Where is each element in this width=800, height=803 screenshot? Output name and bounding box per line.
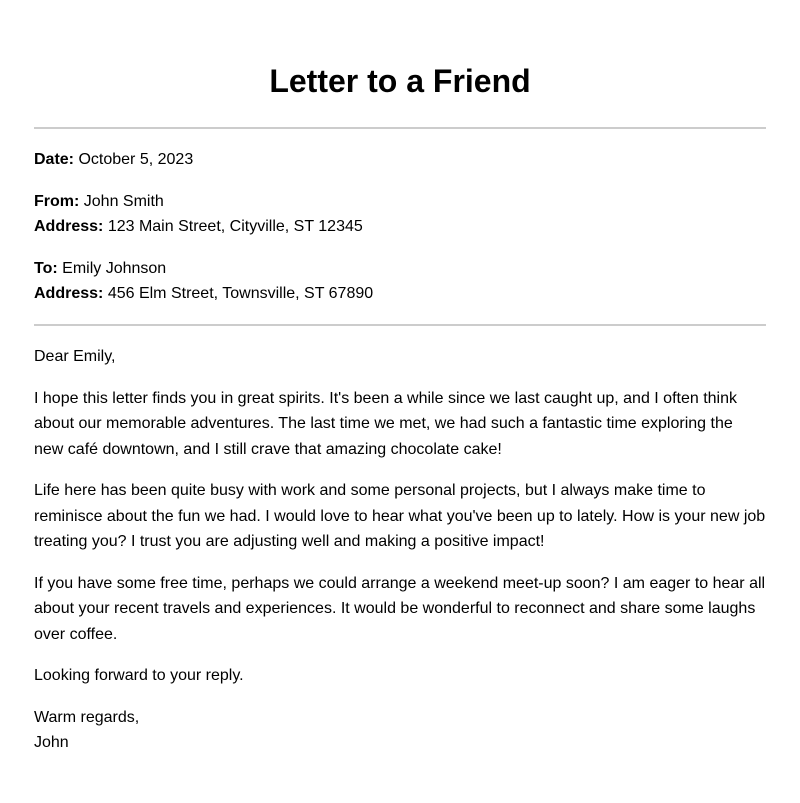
header-divider — [34, 127, 766, 129]
from-address-line — [34, 214, 766, 239]
date-line — [34, 147, 766, 172]
from-label: From: — [34, 193, 80, 210]
paragraph-3: If you have some free time, perhaps we could arrange a weekend meet-up soon? I am eager to hear all about your recent travels and experiences. It would be wonderful to reconnect and share some laughs over coffee. — [34, 574, 766, 643]
to-address-line — [34, 281, 766, 306]
paragraph-2: Life here has been quite busy with work and some personal projects, but I always make time to reminisce about the fun we had. I would love to hear what you've been up to lately. How is your new job treating you? I trust you are adjusting well and making a positive impact! — [34, 482, 766, 550]
to-line — [34, 256, 766, 281]
paragraph-4: Looking forward to your reply. — [34, 667, 244, 684]
date-value: October 5, 2023 — [78, 151, 194, 168]
from-line — [34, 189, 766, 214]
body-divider — [34, 324, 766, 326]
to-label: To: — [34, 260, 58, 277]
recipient-block — [34, 256, 766, 306]
letter-page — [34, 0, 766, 756]
from-address-value: 123 Main Street, Cityville, ST 12345 — [107, 218, 363, 235]
letter-body — [34, 344, 766, 756]
to-address-value: 456 Elm Street, Townsville, ST 67890 — [107, 285, 374, 302]
salutation: Dear Emily, — [34, 348, 116, 365]
sender-block — [34, 189, 766, 239]
date-label: Date: — [34, 151, 75, 168]
from-value: John Smith — [83, 193, 164, 210]
closing: Warm regards, — [34, 708, 140, 726]
from-address-label: Address: — [34, 218, 104, 235]
to-value: Emily Johnson — [62, 260, 167, 277]
date-block — [34, 147, 766, 172]
paragraph-1: I hope this letter finds you in great spirits. It's been a while since we last caught up, and I often think about our memorable adventures. The last time we met, we had such a fantastic time exploring the new café downtown, and I still crave that amazing chocolate cake! — [34, 389, 738, 458]
closing-block — [34, 705, 766, 756]
to-address-label: Address: — [34, 285, 104, 302]
page-title: Letter to a Friend — [269, 63, 531, 99]
signature: John — [34, 734, 69, 751]
